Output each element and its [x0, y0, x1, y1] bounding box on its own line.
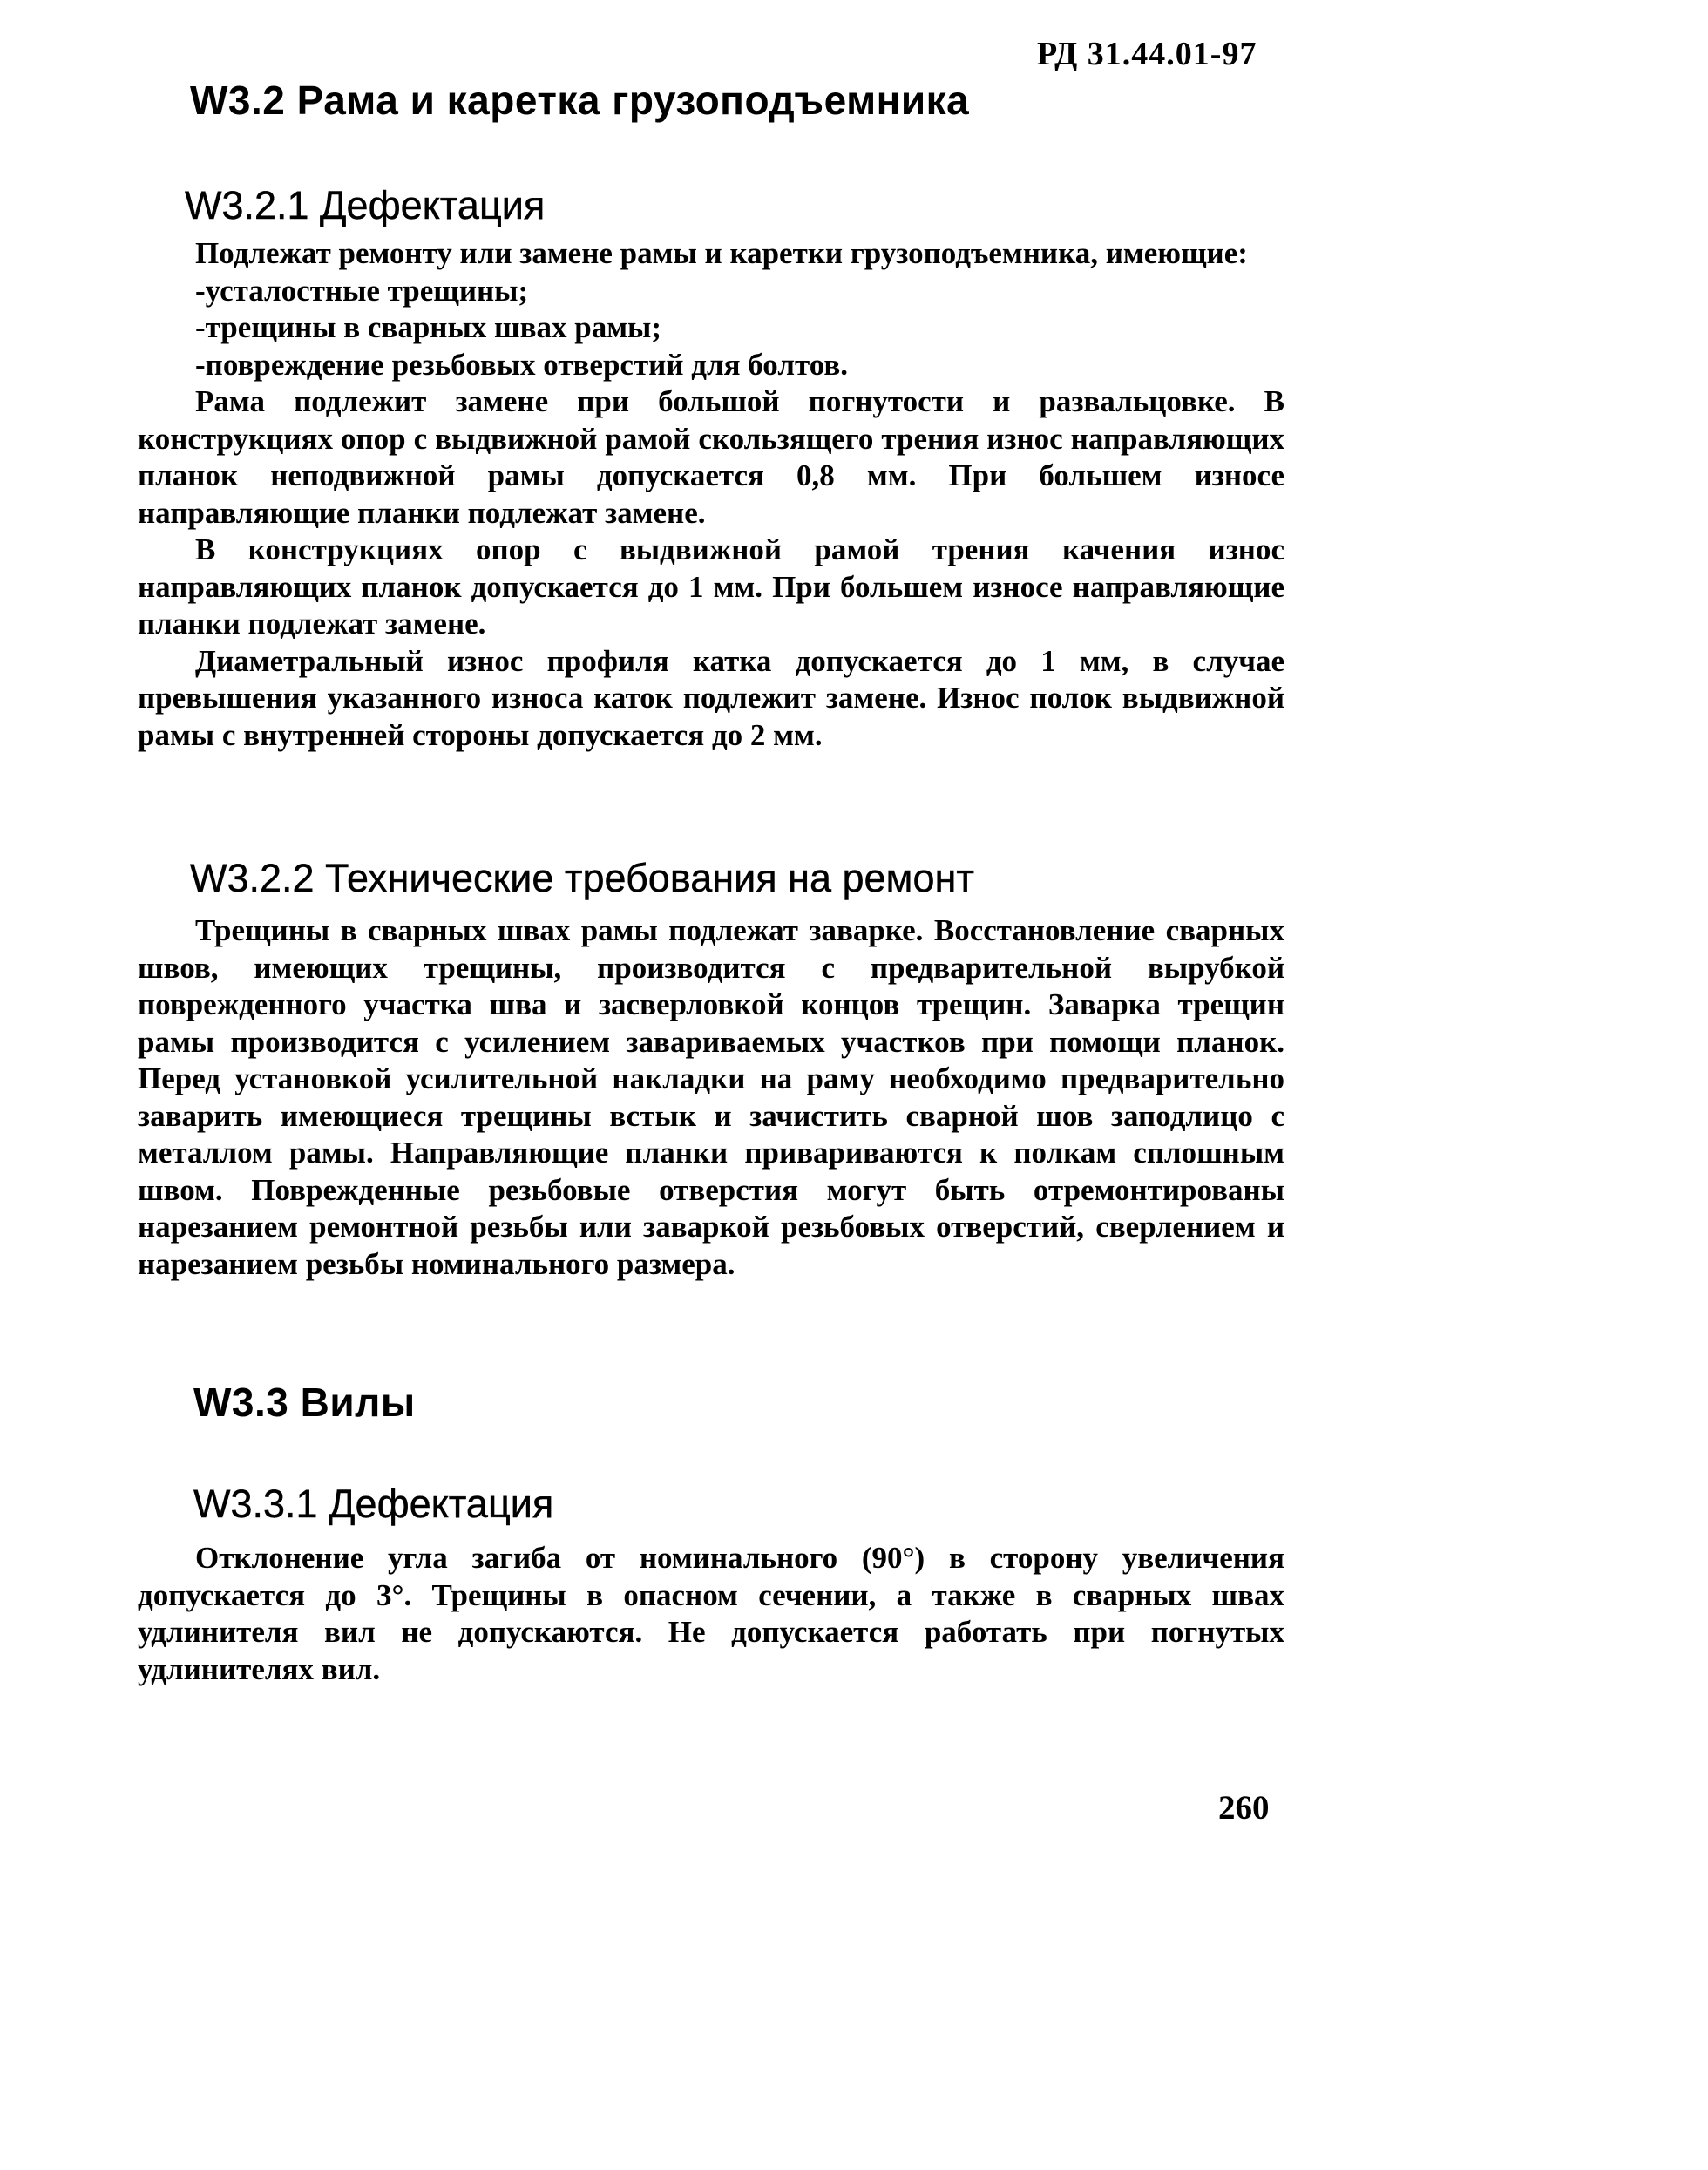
subsection-heading-w331: W3.3.1 Дефектация	[193, 1482, 554, 1526]
body-paragraph: Рама подлежит замене при большой погнутости и развальцовке. В конструкциях опор с выдвижной рамой скользящего трения износ направляющих планок неподвижной рамы допускается 0,8 мм. При большем износе направляющие планки подлежат замене.	[138, 384, 1284, 530]
document-code: РД 31.44.01-97	[1037, 36, 1257, 72]
subsection-body-w331	[138, 1540, 1284, 1688]
section-heading-w33: W3.3 Вилы	[193, 1380, 416, 1425]
intro-paragraph: Подлежат ремонту или замене рамы и каретки грузоподъемника, имеющие:	[195, 236, 1248, 270]
subsection-body-w322	[138, 912, 1284, 1283]
defect-list-item: -повреждение резьбовых отверстий для болтов.	[195, 347, 848, 382]
section-heading-w32: W3.2 Рама и каретка грузоподъемника	[190, 78, 970, 123]
body-paragraph: Диаметральный износ профиля катка допускается до 1 мм, в случае превышения указанного износа каток подлежит замене. Износ полок выдвижной рамы с внутренней стороны допускается до 2 мм.	[138, 643, 1284, 752]
body-paragraph: Трещины в сварных швах рамы подлежат заварке. Восстановление сварных швов, имеющих трещины, производится с предварительной вырубкой поврежденного участка шва и засверловкой концов трещин. Заварка трещин рамы производится с усилением завариваемых участков при помощи планок. Перед установкой усилительной накладки на раму необходимо предварительно заварить имеющиеся трещины встык и зачистить сварной шов заподлицо с металлом рамы. Направляющие планки привариваются к полкам сплошным швом. Поврежденные резьбовые отверстия могут быть отремонтированы нарезанием ремонтной резьбы или заваркой резьбовых отверстий, сверлением и нарезанием резьбы номинального размера.	[138, 913, 1284, 1281]
defect-list-item: -трещины в сварных швах рамы;	[195, 310, 662, 344]
subsection-body-w321	[138, 235, 1284, 754]
defect-list-item: -усталостные трещины;	[195, 273, 529, 308]
subsection-heading-w321: W3.2.1 Дефектация	[185, 183, 546, 227]
subsection-heading-w322: W3.2.2 Технические требования на ремонт	[190, 856, 974, 900]
body-paragraph: Отклонение угла загиба от номинального (90°) в сторону увеличения допускается до 3°. Трещины в опасном сечении, а также в сварных швах удлинителя вил не допускаются. Не допускается работать при погнутых удлинителях вил.	[138, 1541, 1284, 1686]
body-paragraph: В конструкциях опор с выдвижной рамой трения качения износ направляющих планок допускается до 1 мм. При большем износе направляющие планки подлежат замене.	[138, 532, 1284, 641]
page-number: 260	[1218, 1789, 1270, 1827]
